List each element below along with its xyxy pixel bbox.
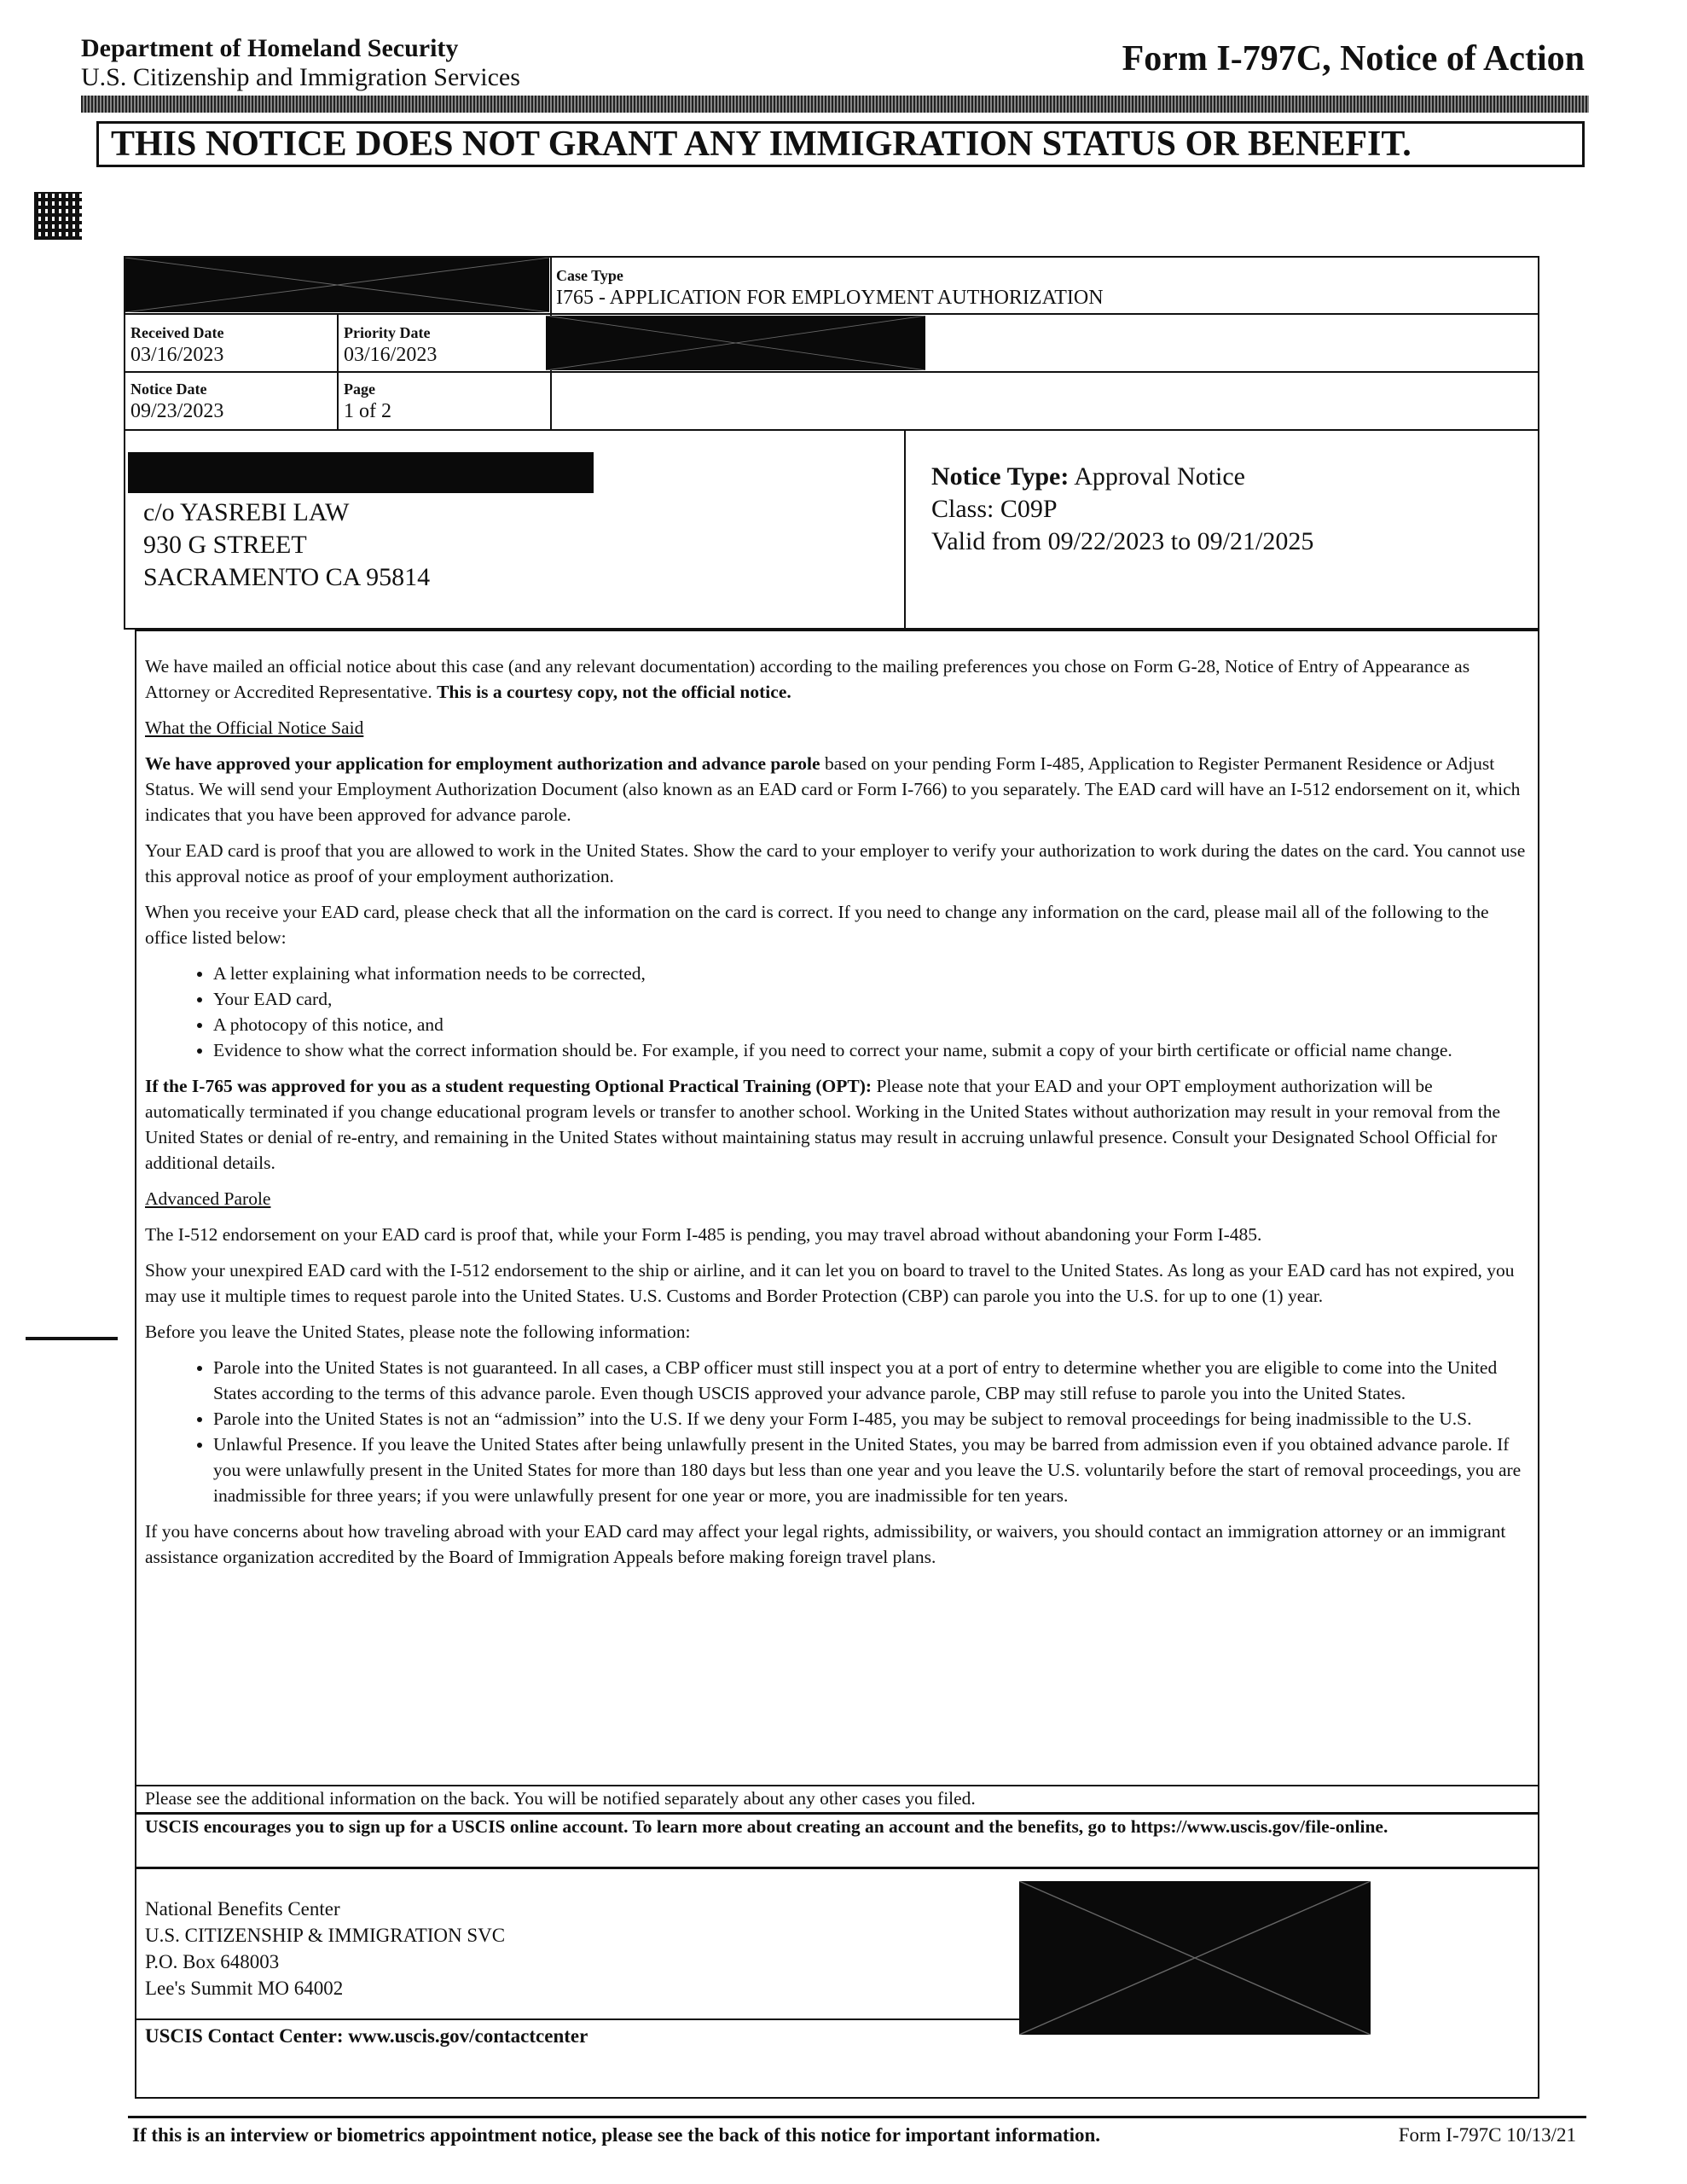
travel-paragraph: Show your unexpired EAD card with the I-512 endorsement to the ship or airline, and it can let you on board to travel to the United States. As long as your EAD card has not expired, you may use it multiple times to request parole into the United States. U.S. Customs and Border Protection (CBP) can parole you into the U.S. for up to one (1) year. — [145, 1260, 1515, 1306]
opt-paragraph: If the I-765 was approved for you as a student requesting Optional Practical Training (OPT): Please note that your EAD and your OPT employment authorization will be automatically terminated if you change educational program levels or transfer to another school. Working in the United States without authorization may result in your removal from the United States or denial of re-entry, and remaining in the United States without maintaining status may result in accruing unlawful presence. Consult your Designated School Official for additional details. — [145, 1076, 1501, 1173]
page-value: 1 of 2 — [344, 400, 391, 422]
row-divider — [124, 313, 1539, 315]
footer-note: If this is an interview or biometrics appointment notice, please see the back of this notice for important information. — [132, 2124, 1100, 2146]
class-line: Class: C09P — [931, 495, 1058, 523]
name-redaction — [128, 452, 594, 493]
correction-list — [145, 961, 1531, 1063]
office-line-1: National Benefits Center — [145, 1898, 340, 1920]
receipt-number-redaction — [125, 258, 549, 312]
notice-body — [145, 653, 1531, 1580]
parole-list — [145, 1355, 1531, 1508]
address-line-1: c/o YASREBI LAW — [143, 498, 350, 526]
list-item: • A photocopy of this notice, and — [213, 1012, 1531, 1037]
header-rule — [81, 96, 1589, 113]
notice-type-value: Approval Notice — [1074, 462, 1245, 491]
office-address — [145, 1896, 505, 2001]
col-divider — [337, 313, 339, 431]
office-line-4: Lee's Summit MO 64002 — [145, 1978, 344, 1999]
section-heading-official: What the Official Notice Said — [145, 717, 364, 738]
list-item: • A letter explaining what information needs to be corrected, — [213, 961, 1531, 986]
fold-mark — [26, 1337, 118, 1340]
row-divider — [124, 371, 1539, 373]
ead-proof-paragraph: Your EAD card is proof that you are allowed to work in the United States. Show the card to your employer to verify your authorization to work during the dates on the card. You cannot use this approval notice as proof of your employment authorization. — [145, 840, 1526, 886]
barcode-icon — [34, 192, 82, 240]
online-account-note: USCIS encourages you to sign up for a USCIS online account. To learn more about creating an account and the benefits, go to https://www.uscis.gov/file-online. — [145, 1816, 1388, 1837]
signature-redaction — [1019, 1881, 1371, 2035]
agency-name: U.S. Citizenship and Immigration Services — [81, 63, 520, 91]
list-item: • Parole into the United States is not an “admission” into the U.S. If we deny your Form I-485, you may be subject to removal proceedings for being inadmissible to the U.S. — [213, 1406, 1531, 1432]
priority-date-label: Priority Date — [344, 324, 431, 341]
col-divider — [904, 429, 906, 630]
page-label: Page — [344, 380, 375, 398]
received-date-value: 03/16/2023 — [130, 344, 224, 366]
intro-paragraph: We have mailed an official notice about this case (and any relevant documentation) according to the mailing preferences you chose on Form G-28, Notice of Entry of Appearance as Attorney or Accredited Representative. This is a courtesy copy, not the official notice. — [145, 656, 1470, 702]
address-line-3: SACRAMENTO CA 95814 — [143, 563, 431, 591]
case-type-value: I765 - APPLICATION FOR EMPLOYMENT AUTHORIZATION — [556, 287, 1104, 309]
notice-date-value: 09/23/2023 — [130, 400, 224, 422]
i512-paragraph: The I-512 endorsement on your EAD card is proof that, while your Form I-485 is pending, you may travel abroad without abandoning your Form I-485. — [145, 1224, 1262, 1245]
notice-date-label: Notice Date — [130, 380, 207, 398]
back-info-note: Please see the additional information on the back. You will be notified separately about any other cases you filed. — [145, 1788, 976, 1809]
list-item: • Unlawful Presence. If you leave the United States after being unlawfully present in the United States, you may be barred from admission even if you obtained advance parole. If you were unlawfully present in the United States for more than 180 days but less than one year and you leave the U.S. voluntarily before the start of removal proceedings, you are inadmissible for three years; if you were unlawfully present for one year or more, you are inadmissible for ten years. — [213, 1432, 1531, 1508]
before-leave-paragraph: Before you leave the United States, please note the following information: — [145, 1321, 691, 1342]
received-date-label: Received Date — [130, 324, 224, 341]
footer-rule — [128, 2116, 1586, 2118]
case-type-label: Case Type — [556, 267, 623, 284]
approval-paragraph: We have approved your application for employment authorization and advance parole based on your pending Form I-485, Application to Register Permanent Residence or Adjust Status. We will send your Employment Authorization Document (also known as an EAD card or Form I-766) to you separately. The EAD card will have an I-512 endorsement on it, which indicates that you have been approved for advance parole. — [145, 753, 1521, 825]
list-item: • Evidence to show what the correct information should be. For example, if you need to correct your name, submit a copy of your birth certificate or official name change. — [213, 1037, 1531, 1063]
notes-divider — [135, 1867, 1539, 1869]
form-version: Form I-797C 10/13/21 — [1398, 2124, 1576, 2146]
section-heading-parole: Advanced Parole — [145, 1188, 271, 1209]
list-item: • Your EAD card, — [213, 986, 1531, 1012]
concerns-paragraph: If you have concerns about how traveling abroad with your EAD card may affect your legal rights, admissibility, or waivers, you should contact an immigration attorney or an immigrant assistance organization accredited by the Board of Immigration Appeals before making foreign travel plans. — [145, 1521, 1506, 1567]
office-line-2: U.S. CITIZENSHIP & IMMIGRATION SVC — [145, 1925, 506, 1946]
notice-type-label: Notice Type: — [931, 462, 1070, 491]
correction-paragraph: When you receive your EAD card, please check that all the information on the card is correct. If you need to change any information on the card, please mail all of the following to the office listed below: — [145, 902, 1489, 948]
contact-center: USCIS Contact Center: www.uscis.gov/contactcenter — [145, 2025, 588, 2047]
department-name: Department of Homeland Security — [81, 34, 459, 62]
beneficiary-redaction — [546, 316, 925, 370]
address-line-2: 930 G STREET — [143, 531, 307, 559]
priority-date-value: 03/16/2023 — [344, 344, 438, 366]
contact-divider — [135, 2018, 1019, 2020]
office-line-3: P.O. Box 648003 — [145, 1951, 280, 1972]
list-item: • Parole into the United States is not guaranteed. In all cases, a CBP officer must still inspect you at a port of entry to determine whether you are eligible to come into the United States according to the terms of this advance parole. Even though USCIS approved your advance parole, CBP may still refuse to parole you into the United States. — [213, 1355, 1531, 1406]
status-banner: THIS NOTICE DOES NOT GRANT ANY IMMIGRATION STATUS OR BENEFIT. — [96, 121, 1585, 167]
valid-dates: Valid from 09/22/2023 to 09/21/2025 — [931, 527, 1314, 555]
notice-type — [931, 461, 1245, 493]
form-title: Form I-797C, Notice of Action — [1122, 39, 1585, 78]
